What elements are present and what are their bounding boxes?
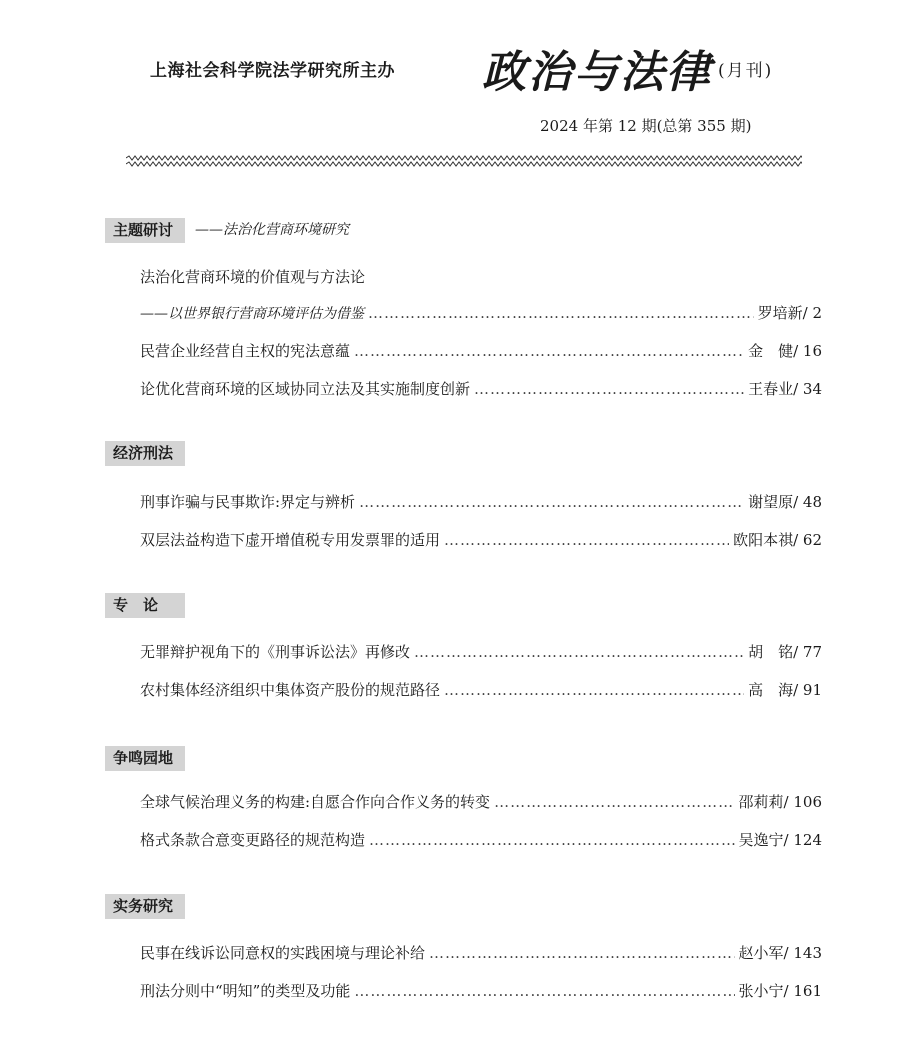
entry-page: / 106 [783, 793, 822, 811]
entry-title: 法治化营商环境的价值观与方法论 [140, 268, 366, 286]
toc-entry[interactable] [140, 491, 822, 513]
section-label: 实务研究 [105, 894, 185, 919]
entry-page: / 143 [783, 944, 822, 962]
entry-author: 金 健 [748, 342, 794, 360]
dot-leader [354, 340, 744, 362]
toc-entry[interactable] [140, 641, 822, 663]
entry-author: 高 海 [748, 681, 794, 699]
frequency-text: (月刊) [718, 61, 774, 81]
toc-entry[interactable] [140, 791, 822, 813]
entry-author: 胡 铭 [748, 643, 794, 661]
entry-title: 无罪辩护视角下的《刑事诉讼法》再修改 [140, 643, 411, 661]
toc-entry[interactable] [140, 980, 822, 1002]
entry-author: 谢望原 [748, 493, 794, 511]
journal-masthead: 政治与法律 [482, 47, 712, 98]
entry-title: 双层法益构造下虚开增值税专用发票罪的适用 [140, 531, 441, 549]
dot-leader [444, 679, 744, 701]
entry-page: / 48 [793, 493, 822, 511]
decorative-divider [126, 154, 802, 168]
entry-author: 张小宁 [738, 982, 784, 1000]
section-subtitle: ——法治化营商环境研究 [195, 222, 349, 238]
toc-entry[interactable] [140, 378, 822, 400]
entry-page: / 62 [793, 531, 822, 549]
dot-leader [359, 491, 744, 513]
dot-leader [414, 641, 744, 663]
dot-leader [429, 942, 735, 964]
entry-title: 格式条款合意变更路径的规范构造 [140, 831, 366, 849]
entry-author: 赵小军 [738, 944, 784, 962]
toc-entry[interactable] [140, 266, 822, 288]
entry-author: 王春业 [748, 380, 794, 398]
section-label: 争鸣园地 [105, 746, 185, 771]
dot-leader [368, 302, 754, 324]
entry-page: / 77 [793, 643, 822, 661]
entry-title: 论优化营商环境的区域协同立法及其实施制度创新 [140, 380, 471, 398]
entry-author: 罗培新 [757, 304, 803, 322]
entry-title: 刑法分则中“明知”的类型及功能 [140, 982, 351, 1000]
entry-author: 邵莉莉 [738, 793, 784, 811]
entry-author: 吴逸宁 [738, 831, 784, 849]
entry-page: / 34 [793, 380, 822, 398]
toc-entry[interactable] [140, 529, 822, 551]
dot-leader [354, 980, 734, 1002]
entry-page: / 91 [793, 681, 822, 699]
toc-entry[interactable] [140, 302, 822, 324]
entry-title: 全球气候治理义务的构建:自愿合作向合作义务的转变 [140, 793, 491, 811]
section-label: 专 论 [105, 593, 185, 618]
entry-author: 欧阳本祺 [733, 531, 794, 549]
entry-page: / 124 [783, 831, 822, 849]
dot-leader [494, 791, 734, 813]
section-label: 经济刑法 [105, 441, 185, 466]
entry-title: 农村集体经济组织中集体资产股份的规范路径 [140, 681, 441, 699]
entry-title: 刑事诈骗与民事欺诈:界定与辨析 [140, 493, 356, 511]
entry-title: 民营企业经营自主权的宪法意蕴 [140, 342, 351, 360]
dot-leader [444, 529, 729, 551]
section-label: 主题研讨 [105, 218, 185, 243]
toc-entry[interactable] [140, 942, 822, 964]
entry-page: / 16 [793, 342, 822, 360]
dot-leader [369, 829, 735, 851]
toc-entry[interactable] [140, 679, 822, 701]
entry-title: 民事在线诉讼同意权的实践困境与理论补给 [140, 944, 426, 962]
dot-leader [474, 378, 744, 400]
entry-page: / 2 [802, 304, 822, 322]
entry-title: ——以世界银行营商环境评估为借鉴 [140, 306, 364, 322]
toc-entry[interactable] [140, 829, 822, 851]
sponsor-text: 上海社会科学院法学研究所主办 [150, 61, 395, 81]
entry-page: / 161 [783, 982, 822, 1000]
toc-entry[interactable] [140, 340, 822, 362]
issue-number: 2024 年第 12 期(总第 355 期) [540, 117, 752, 135]
